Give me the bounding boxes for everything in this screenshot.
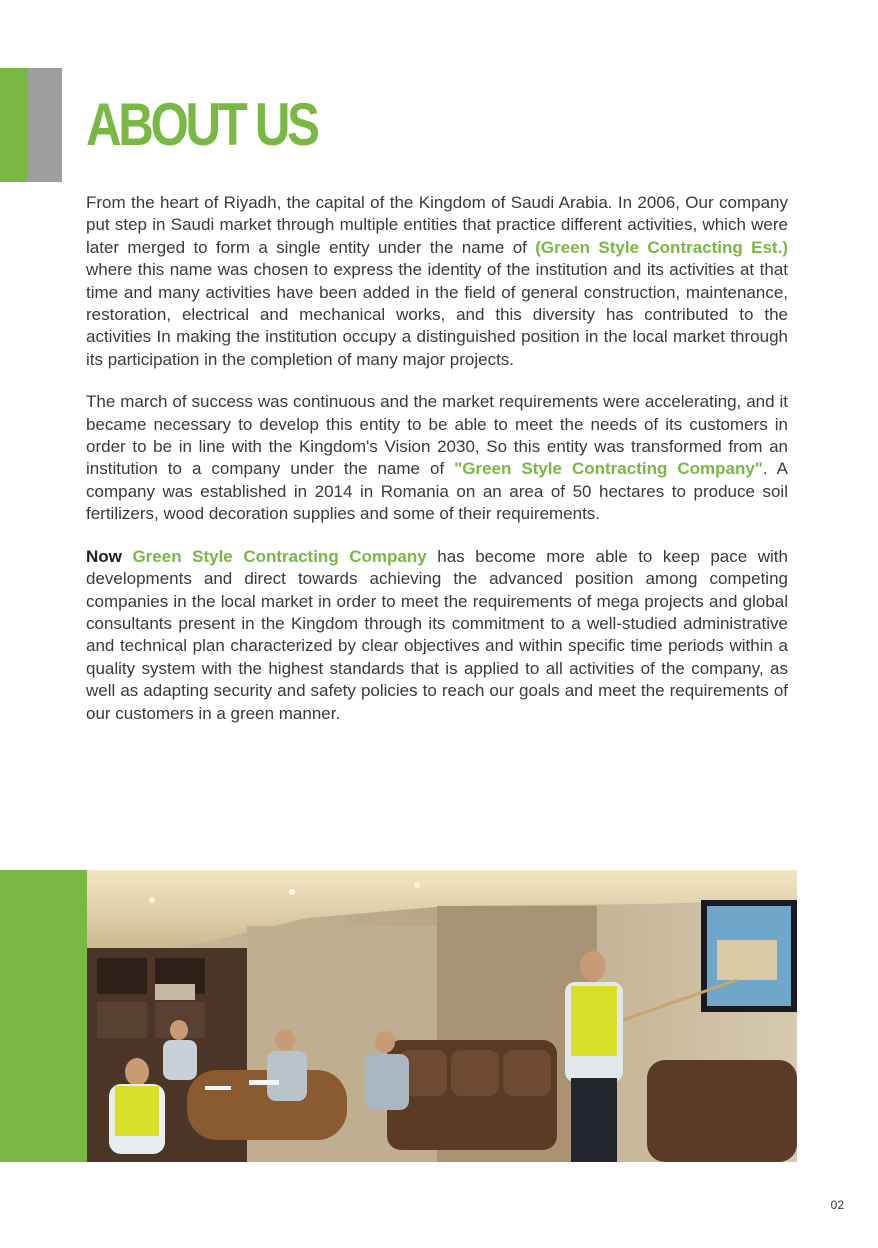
paragraph-growth-text-start: The march of success was continuous and the market requirements were accelerating, and it became necessary to develop this entity to be able to meet the needs of its customers in order to be in line with the Kingdom's Vision 2030, So this entity was transformed from an institution to a company under the name of [86,392,788,479]
paragraph-now [86,546,788,725]
paragraph-now-lead: Now [86,546,122,566]
body-content [86,192,788,745]
accent-bar-gray [28,68,62,182]
company-name-est: (Green Style Contracting Est.) [535,237,788,257]
paragraph-intro-text-end: where this name was chosen to express the identity of the institution and its activities at that time and many activities have been added in the field of general construction, maintenance, restoration, electrical and mechanical works, and this diversity has contributed to the activities In making the institution occupy a distinguished position in the local market through its participation in the completion of many major projects. [86,260,788,369]
company-name-company: "Green Style Contracting Company" [454,459,763,479]
photo-accent-bar [0,870,87,1162]
meeting-photo [87,870,797,1162]
page-title: ABOUT US [86,91,317,158]
company-name-now: Green Style Contracting Company [132,546,427,566]
paragraph-growth-text-end: . A company was established in 2014 in Romania on an area of 50 hectares to produce soil fertilizers, wood decoration supplies and some of their requirements. [86,459,788,524]
paragraph-now-text: has become more able to keep pace with developments and direct towards achieving the advanced position among competing companies in the local market in order to meet the requirements of mega projects and global consultants present in the Kingdom through its commitment to a well-studied administrative and technical plan characterized by clear objectives and within specific time periods within a quality system with the highest standards that is applied to all activities of the company, as well as adapting security and safety policies to reach our goals and meet the requirements of our customers in a green manner. [86,546,788,723]
accent-bar-green [0,68,28,182]
page-number: 02 [830,1198,844,1212]
paragraph-growth [86,391,788,525]
meeting-photo-illustration [87,870,797,1162]
paragraph-intro [86,192,788,371]
paragraph-intro-text-start: From the heart of Riyadh, the capital of the Kingdom of Saudi Arabia. In 2006, Our company put step in Saudi market through multiple entities that practice different activities, which were later merged to form a single entity under the name of [86,193,788,257]
